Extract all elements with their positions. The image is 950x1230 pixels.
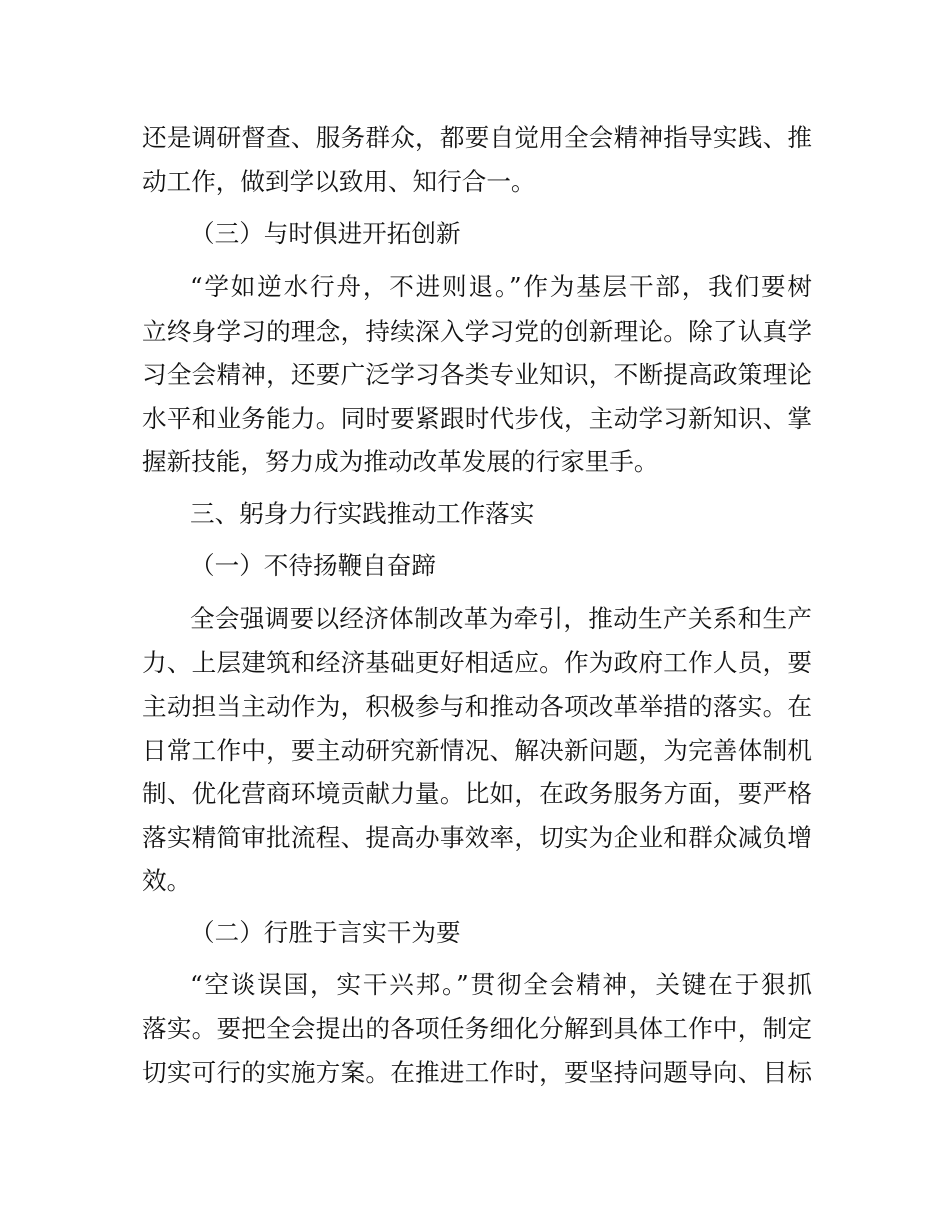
body-text-line: 还是调研督查、服务群众，都要自觉用全会精神指导实践、推 xyxy=(142,123,812,152)
section-heading: 三、躬身力行实践推动工作落实 xyxy=(190,499,535,528)
body-text-line: 习全会精神，还要广泛学习各类专业知识，不断提高政策理论 xyxy=(142,360,812,389)
body-text-line: 力、上层建筑和经济基础更好相适应。作为政府工作人员，要 xyxy=(142,648,812,677)
body-text-line: “空谈误国，实干兴邦。”贯彻全会精神，关键在于狠抓 xyxy=(190,970,812,999)
body-text-line: 动工作，做到学以致用、知行合一。 xyxy=(142,167,536,196)
body-text-line: 立终身学习的理念，持续深入学习党的创新理论。除了认真学 xyxy=(142,317,812,346)
subheading-3: （三）与时俱进开拓创新 xyxy=(190,219,461,248)
body-text-line: 制、优化营商环境贡献力量。比如，在政务服务方面，要严格 xyxy=(142,779,812,808)
body-text-line: 握新技能，努力成为推动改革发展的行家里手。 xyxy=(142,447,659,476)
body-text-line: 水平和业务能力。同时要紧跟时代步伐，主动学习新知识、掌 xyxy=(142,404,812,433)
body-text-line: 日常工作中，要主动研究新情况、解决新问题，为完善体制机 xyxy=(142,736,812,765)
body-text-line: 全会强调要以经济体制改革为牵引，推动生产关系和生产 xyxy=(190,604,812,633)
subheading-1: （一）不待扬鞭自奋蹄 xyxy=(190,551,436,580)
subheading-2: （二）行胜于言实干为要 xyxy=(190,918,461,947)
body-text-line: 落实精简审批流程、提高办事效率，切实为企业和群众减负增 xyxy=(142,823,812,852)
body-text-line: 效。 xyxy=(142,866,192,895)
body-text-line: 落实。要把全会提出的各项任务细化分解到具体工作中，制定 xyxy=(142,1014,812,1043)
body-text-line: 切实可行的实施方案。在推进工作时，要坚持问题导向、目标 xyxy=(142,1058,812,1087)
body-text-line: 主动担当主动作为，积极参与和推动各项改革举措的落实。在 xyxy=(142,692,812,721)
body-text-line: “学如逆水行舟，不进则退。”作为基层干部，我们要树 xyxy=(190,272,812,301)
